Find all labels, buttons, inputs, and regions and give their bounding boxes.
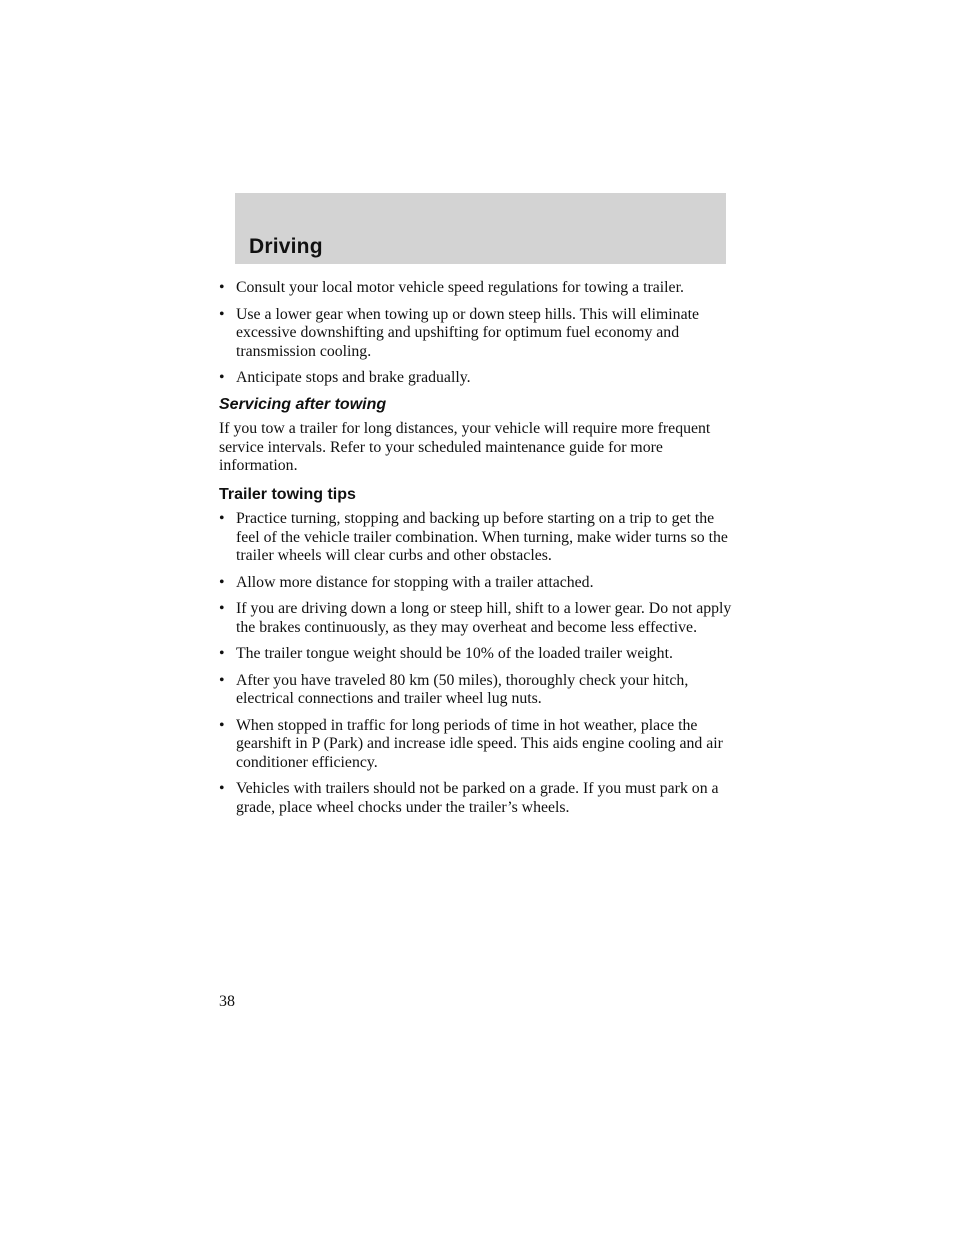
list-item (219, 369, 735, 388)
bullet-icon: • (219, 671, 225, 689)
list-item-text: Vehicles with trailers should not be parked on a grade. If you must park on a grade, place wheel chocks under the trailer’s wheels. (236, 780, 719, 816)
page-content (219, 279, 735, 825)
bullet-icon: • (219, 510, 225, 527)
list-item (219, 717, 735, 773)
list-item-text: After you have traveled 80 km (50 miles), thoroughly check your hitch, electrical connections and trailer wheel lug nuts. (236, 671, 689, 707)
servicing-heading: Servicing after towing (219, 395, 387, 413)
bullet-icon: • (219, 369, 225, 386)
list-item (219, 780, 735, 817)
servicing-paragraph: If you tow a trailer for long distances, your vehicle will require more frequent service intervals. Refer to your scheduled maintenance guide for more information. (219, 420, 711, 474)
list-item-text: Practice turning, stopping and backing up before starting on a trip to get the feel of the vehicle trailer combination. When turning, make wider turns so the trailer wheels will clear curbs and other obstacles. (236, 510, 728, 564)
list-item (219, 672, 735, 709)
list-item (219, 306, 735, 362)
list-item (219, 279, 735, 298)
list-item (219, 510, 735, 566)
list-item-text: When stopped in traffic for long periods of time in hot weather, place the gearshift in P (Park) and increase idle speed. This aids engine cooling and air conditioner efficiency. (236, 716, 723, 771)
list-item-text: Use a lower gear when towing up or down steep hills. This will eliminate excessive downshifting and upshifting for optimum fuel economy and transmission cooling. (236, 305, 699, 360)
list-item-text: The trailer tongue weight should be 10% of the loaded trailer weight. (236, 645, 673, 662)
list-item-text: If you are driving down a long or steep hill, shift to a lower gear. Do not apply the brakes continuously, as they may overheat and become less effective. (236, 600, 732, 636)
bullet-icon: • (219, 600, 225, 617)
bullet-icon: • (219, 716, 225, 734)
list-item (219, 574, 735, 593)
bullet-icon: • (219, 305, 225, 323)
section-title: Driving (249, 235, 323, 258)
bullet-icon: • (219, 573, 225, 591)
section-header-band (235, 193, 726, 264)
page-number: 38 (219, 993, 235, 1010)
bullet-icon: • (219, 279, 225, 296)
list-item (219, 600, 735, 637)
bullet-icon: • (219, 645, 225, 662)
list-item-text: Anticipate stops and brake gradually. (236, 369, 471, 386)
list-item-text: Allow more distance for stopping with a trailer attached. (236, 573, 594, 591)
tips-heading: Trailer towing tips (219, 485, 356, 503)
bullet-icon: • (219, 780, 225, 797)
list-item-text: Consult your local motor vehicle speed regulations for towing a trailer. (236, 279, 684, 296)
list-item (219, 645, 735, 664)
